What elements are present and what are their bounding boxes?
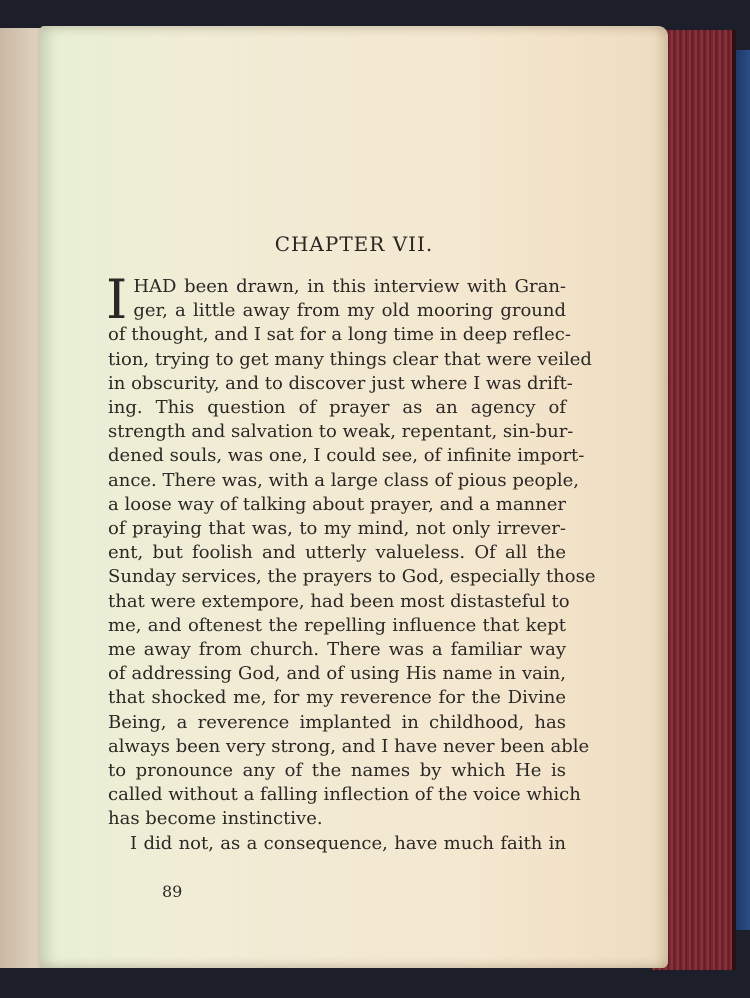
text-line: that were extempore, had been most distasteful to xyxy=(108,590,570,612)
text-line: of addressing God, and of using His name in vain, xyxy=(108,663,566,685)
body-text xyxy=(106,268,596,856)
text-line: dened souls, was one, I could see, of infinite import- xyxy=(108,445,585,467)
text-line: to pronounce any of the names by which He is xyxy=(108,760,566,782)
page-number: 89 xyxy=(162,882,183,901)
text-line: ing. This question of prayer as an agency of xyxy=(108,397,566,419)
text-line: ger, a little away from my old mooring ground xyxy=(133,300,566,322)
text-line: HAD been drawn, in this interview with Gran- xyxy=(133,276,566,297)
drop-cap: I xyxy=(106,268,128,331)
text-line: tion, trying to get many things clear that were veiled xyxy=(108,348,592,370)
chapter-title: CHAPTER VII. xyxy=(274,232,434,256)
text-line: in obscurity, and to discover just where I was drift- xyxy=(108,372,573,394)
text-line: of praying that was, to my mind, not only irrever- xyxy=(108,518,566,540)
text-line: Sunday services, the prayers to God, especially those xyxy=(108,566,596,588)
text-line: Being, a reverence implanted in childhood, has xyxy=(108,711,566,733)
text-line: a loose way of talking about prayer, and a manner xyxy=(108,493,566,515)
text-line: that shocked me, for my reverence for the Divine xyxy=(108,687,566,709)
text-line: ent, but foolish and utterly valueless. Of all the xyxy=(108,542,566,564)
text-line: always been very strong, and I have never been able xyxy=(108,735,590,757)
text-line: me, and oftenest the repelling influence that kept xyxy=(108,614,566,636)
text-line: me away from church. There was a familiar way xyxy=(108,639,566,661)
text-line: ance. There was, with a large class of pious people, xyxy=(108,469,580,491)
text-line: of thought, and I sat for a long time in deep reflec- xyxy=(108,324,571,346)
text-line: strength and salvation to weak, repentant, sin-bur- xyxy=(108,421,574,443)
text-line: has become instinctive. xyxy=(108,808,323,830)
text-line: called without a falling inflection of the voice which xyxy=(108,784,581,806)
text-line: I did not, as a consequence, have much faith in xyxy=(130,832,566,854)
